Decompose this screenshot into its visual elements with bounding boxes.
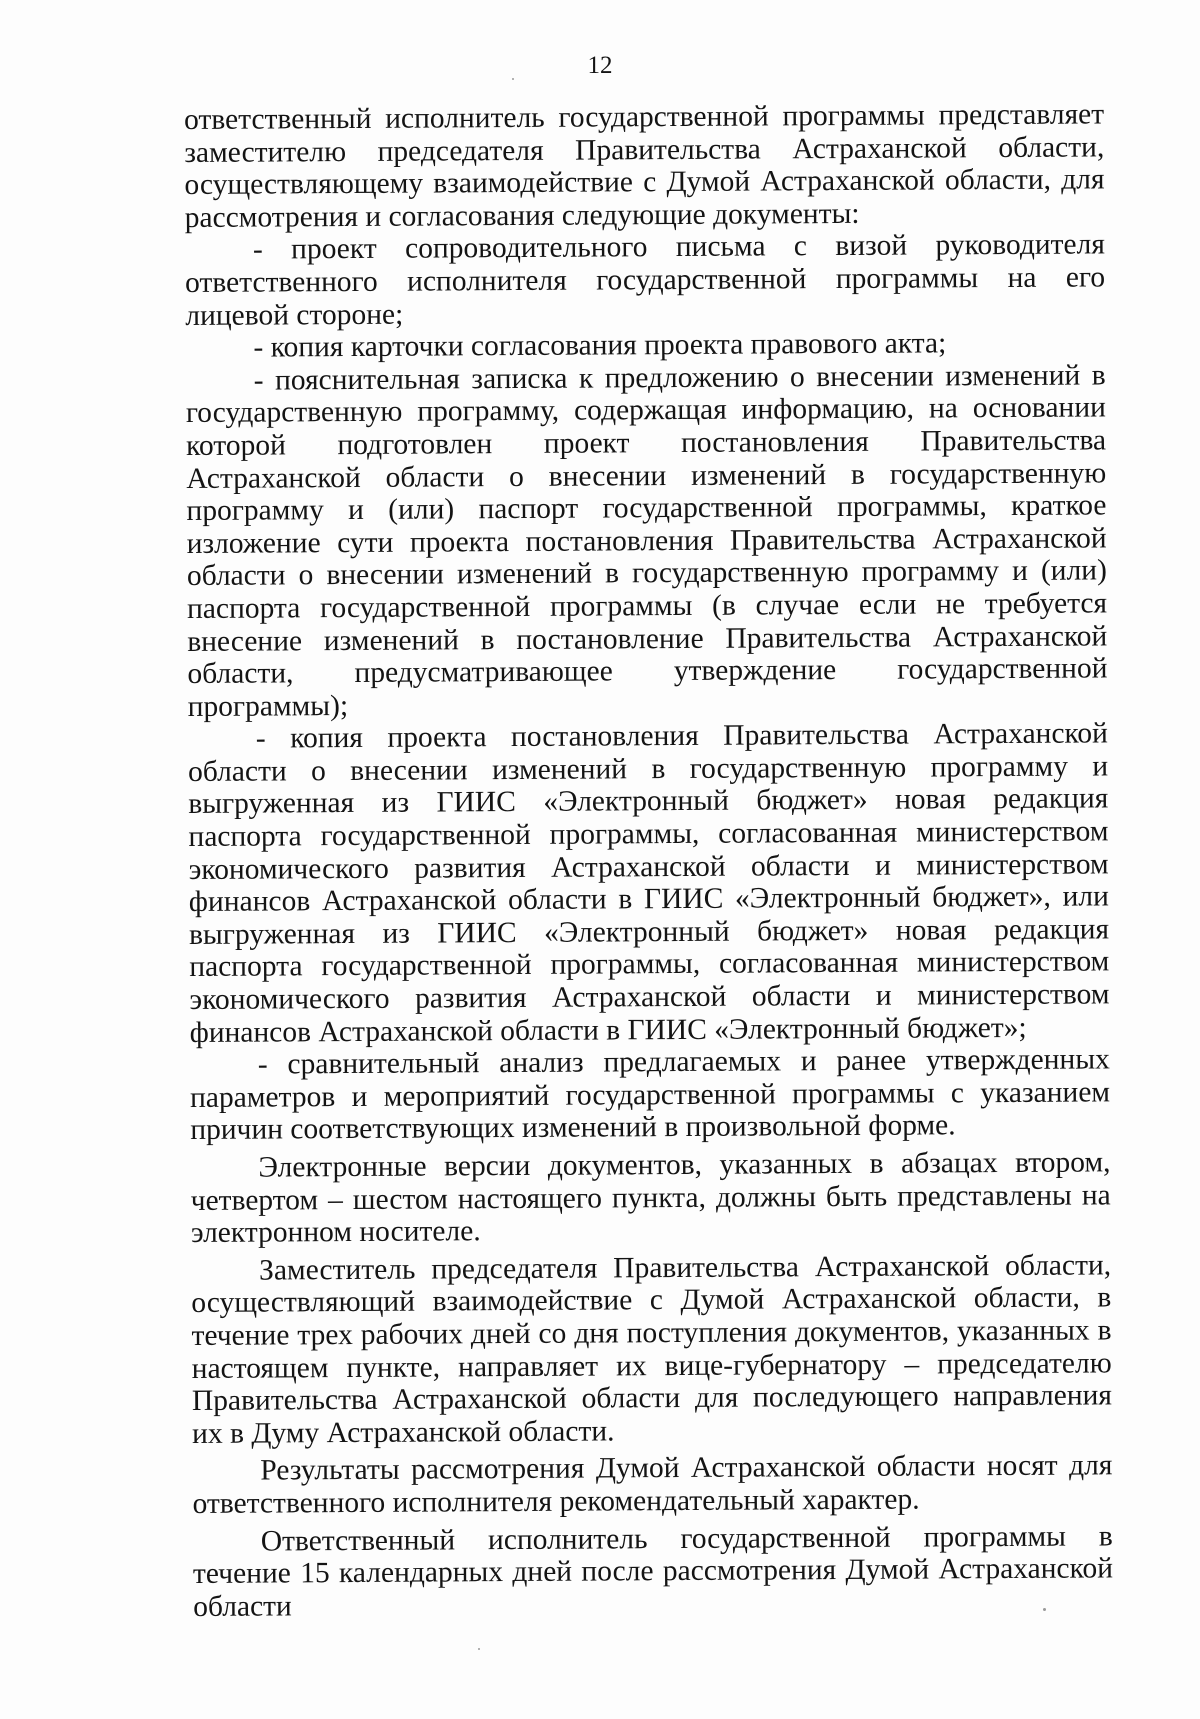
- list-item: - проект сопроводительного письма с визой руководителя ответственного исполнителя государственной программы на его лицевой стороне;: [184, 228, 1106, 332]
- body-paragraph: Заместитель председателя Правительства Астраханской области, осуществляющий взаимодействие с Думой Астраханской области, в течение трех рабочих дней со дня поступления документов, указанных в настоящем пункте, направляет их вице-губернатору – председателю Правительства Астраханской области для последующего направления их в Думу Астраханской области.: [191, 1249, 1113, 1450]
- list-item: - копия карточки согласования проекта правового акта;: [253, 327, 947, 364]
- body-paragraph: Ответственный исполнитель государственной программы в течение 15 календарных дней после рассмотрения Думой Астраханской области: [192, 1519, 1114, 1623]
- intro-paragraph: ответственный исполнитель государственной программы представляет заместителю председателя Правительства Астраханской области, осуществляющему взаимодействие с Думой Астраханской области, для рассмотрения и согласования следующие документы:: [184, 98, 1105, 234]
- body-paragraph: Результаты рассмотрения Думой Астраханской области носят для ответственного исполнителя рекомендательный характер.: [192, 1449, 1113, 1520]
- list-item: - сравнительный анализ предлагаемых и ранее утвержденных параметров и мероприятий государственной программы с указанием причин соответствующих изменений в произвольной форме.: [189, 1043, 1111, 1147]
- document-body: [184, 98, 1113, 1623]
- scan-speck: [478, 1648, 480, 1650]
- list-item: - копия проекта постановления Правительства Астраханской области о внесении изменений в государственную программу и выгруженная из ГИИС «Электронный бюджет» новая редакция паспорта государственной программы, согласованная министерством экономического развития Астраханской области и министерством финансов Астраханской области в ГИИС «Электронный бюджет», или выгруженная из ГИИС «Электронный бюджет» новая редакция паспорта государственной программы, согласованная министерством экономического развития Астраханской области и министерством финансов Астраханской области в ГИИС «Электронный бюджет»;: [187, 717, 1110, 1049]
- scan-speck: [1043, 1608, 1046, 1611]
- list-item: - пояснительная записка к предложению о внесении изменений в государственную программу, содержащая информацию, на основании которой подготовлен проект постановления Правительства Астраханской области о внесении изменений в государственную программу и (или) паспорт государственной программы, краткое изложение сути проекта постановления Правительства Астраханской области о внесении изменений в государственную программу и (или) паспорта государственной программы (в случае если не требуется внесение изменений в постановление Правительства Астраханской области, предусматривающее утверждение государственной программы);: [185, 359, 1108, 723]
- scan-speck: [512, 78, 514, 80]
- body-paragraph: Электронные версии документов, указанных в абзацах втором, четвертом – шестом настоящего пункта, должны быть представлены на электронном носителе.: [190, 1146, 1111, 1250]
- page-number: 12: [587, 52, 613, 79]
